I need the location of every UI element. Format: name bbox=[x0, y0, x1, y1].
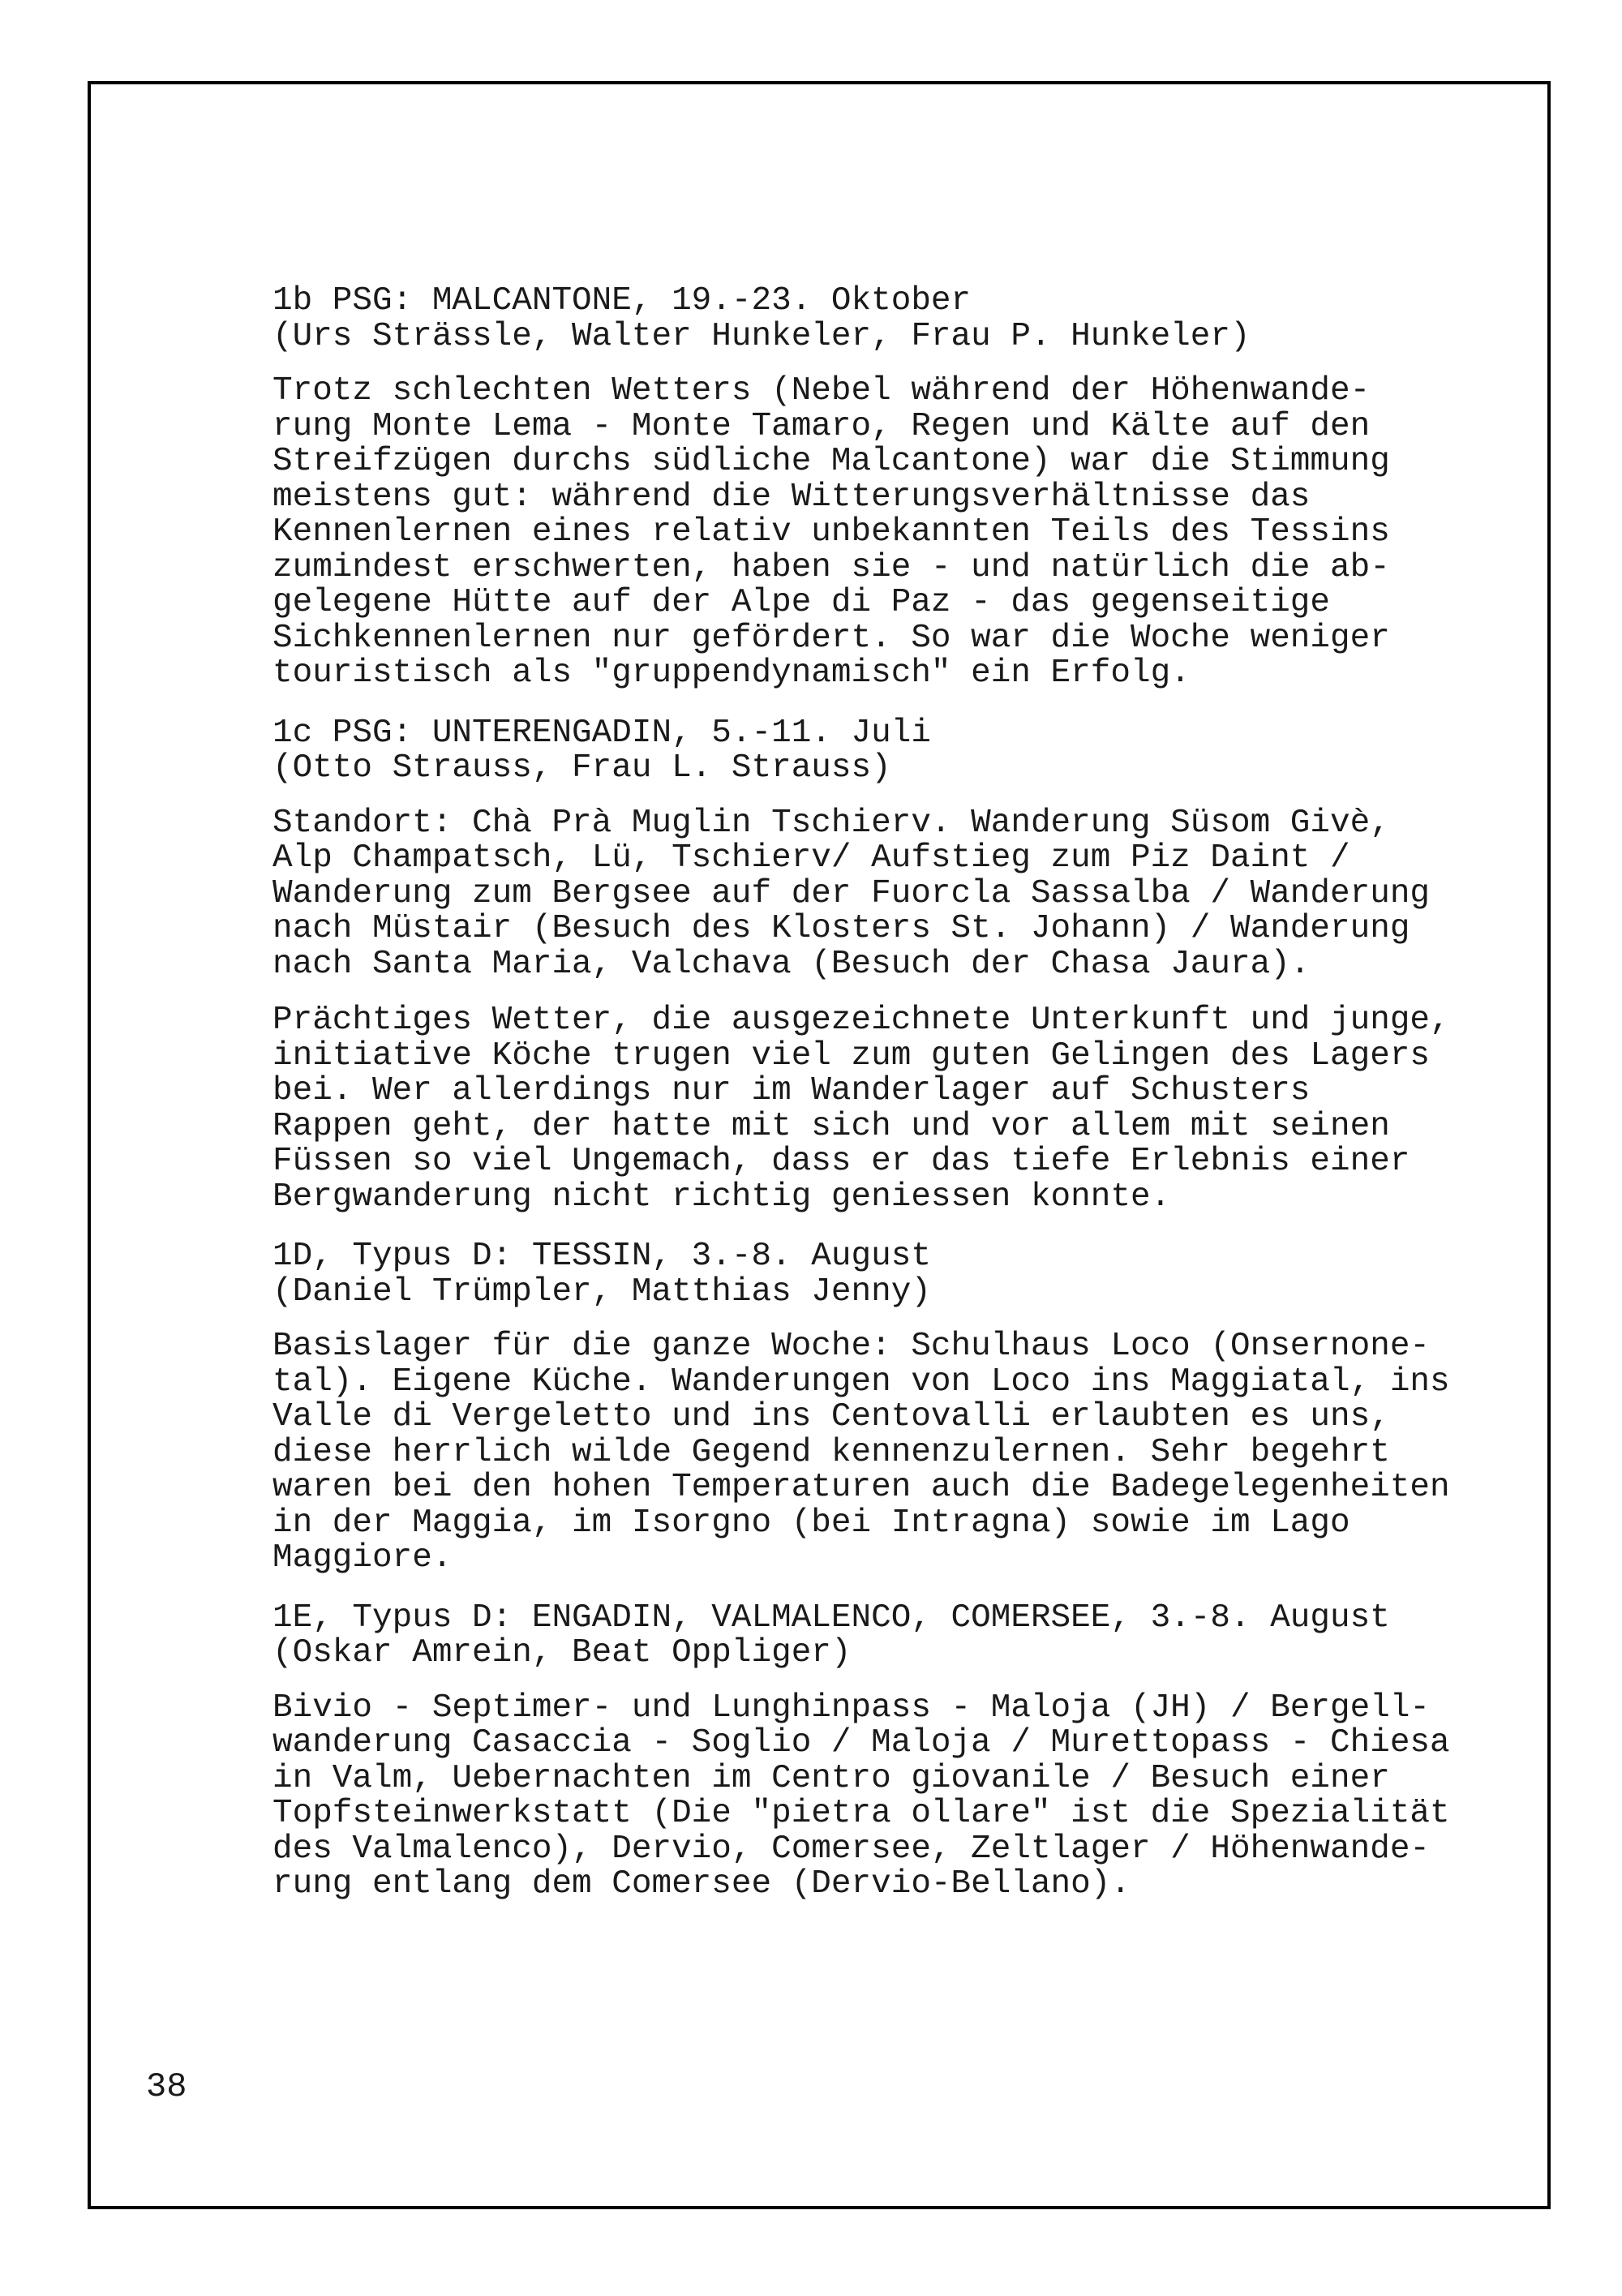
text-line: nach Müstair (Besuch des Klosters St. Johann) / Wanderung bbox=[272, 910, 1410, 947]
text-line: rung Monte Lema - Monte Tamaro, Regen und Kälte auf den bbox=[272, 407, 1371, 445]
section-heading: 1D, Typus D: TESSIN, 3.-8. August bbox=[272, 1238, 931, 1275]
text-line: gelegene Hütte auf der Alpe di Paz - das gegenseitige bbox=[272, 584, 1331, 621]
text-line: Maggiore. bbox=[272, 1539, 453, 1577]
section-paragraph bbox=[272, 1003, 1538, 1215]
text-line: diese herrlich wilde Gegend kennenzulernen. Sehr begehrt bbox=[272, 1433, 1390, 1471]
section-engadin-valmalenco bbox=[272, 1601, 1538, 1903]
text-line: Valle di Vergeletto und ins Centovalli erlaubten es uns, bbox=[272, 1398, 1390, 1436]
text-line: wanderung Casaccia - Soglio / Maloja / Murettopass - Chiesa bbox=[272, 1724, 1450, 1762]
text-line: Streifzügen durchs südliche Malcantone) war die Stimmung bbox=[272, 443, 1390, 480]
text-line: Rappen geht, der hatte mit sich und vor allem mit seinen bbox=[272, 1107, 1390, 1145]
report-body bbox=[272, 284, 1538, 1927]
text-line: in der Maggia, im Isorgno (bei Intragna) sowie im Lago bbox=[272, 1504, 1350, 1542]
text-line: rung entlang dem Comersee (Dervio-Bellano). bbox=[272, 1865, 1131, 1903]
section-heading: 1E, Typus D: ENGADIN, VALMALENCO, COMERSEE, 3.-8. August bbox=[272, 1599, 1390, 1637]
text-line: Kennenlernen eines relativ unbekannten Teils des Tessins bbox=[272, 513, 1390, 551]
section-leaders: (Otto Strauss, Frau L. Strauss) bbox=[272, 749, 891, 787]
text-line: Basislager für die ganze Woche: Schulhaus Loco (Onsernone- bbox=[272, 1328, 1431, 1365]
section-heading: 1b PSG: MALCANTONE, 19.-23. Oktober bbox=[272, 282, 972, 320]
section-leaders: (Urs Strässle, Walter Hunkeler, Frau P. Hunkeler) bbox=[272, 317, 1251, 355]
page-number: 38 bbox=[146, 2067, 187, 2106]
section-tessin bbox=[272, 1239, 1538, 1577]
section-unterengadin bbox=[272, 716, 1538, 1216]
section-paragraph bbox=[272, 1329, 1538, 1577]
section-paragraph bbox=[272, 1691, 1538, 1903]
text-line: Füssen so viel Ungemach, dass er das tiefe Erlebnis einer bbox=[272, 1143, 1410, 1180]
text-line: Sichkennenlernen nur gefördert. So war die Woche weniger bbox=[272, 619, 1390, 657]
section-leaders: (Oskar Amrein, Beat Oppliger) bbox=[272, 1634, 852, 1672]
text-line: Prächtiges Wetter, die ausgezeichnete Unterkunft und junge, bbox=[272, 1002, 1450, 1039]
text-line: Bivio - Septimer- und Lunghinpass - Maloja (JH) / Bergell- bbox=[272, 1689, 1431, 1727]
section-paragraph bbox=[272, 374, 1538, 692]
text-line: Topfsteinwerkstatt (Die "pietra ollare" ist die Spezialität bbox=[272, 1795, 1450, 1832]
section-paragraph bbox=[272, 806, 1538, 983]
text-line: Bergwanderung nicht richtig geniessen konnte. bbox=[272, 1178, 1171, 1216]
text-line: Trotz schlechten Wetters (Nebel während der Höhenwande- bbox=[272, 372, 1371, 410]
text-line: initiative Köche trugen viel zum guten Gelingen des Lagers bbox=[272, 1036, 1431, 1075]
text-line: zumindest erschwerten, haben sie - und natürlich die ab- bbox=[272, 548, 1390, 586]
text-line: Alp Champatsch, Lü, Tschierv/ Aufstieg zum Piz Daint / bbox=[272, 839, 1350, 877]
text-line: touristisch als "gruppendynamisch" ein Erfolg. bbox=[272, 654, 1191, 692]
section-malcantone bbox=[272, 284, 1538, 692]
section-leaders: (Daniel Trümpler, Matthias Jenny) bbox=[272, 1272, 931, 1311]
text-line: bei. Wer allerdings nur im Wanderlager auf Schusters bbox=[272, 1072, 1311, 1109]
text-line: meistens gut: während die Witterungsverhältnisse das bbox=[272, 478, 1311, 516]
text-line: tal). Eigene Küche. Wanderungen von Loco ins Maggiatal, ins bbox=[272, 1363, 1450, 1401]
text-line: nach Santa Maria, Valchava (Besuch der Chasa Jaura). bbox=[272, 945, 1311, 983]
text-line: des Valmalenco), Dervio, Comersee, Zeltlager / Höhenwande- bbox=[272, 1830, 1431, 1868]
text-line: Wanderung zum Bergsee auf der Fuorcla Sassalba / Wanderung bbox=[272, 874, 1431, 912]
section-heading: 1c PSG: UNTERENGADIN, 5.-11. Juli bbox=[272, 714, 931, 752]
text-line: Standort: Chà Prà Muglin Tschierv. Wanderung Süsom Givè, bbox=[272, 804, 1390, 842]
text-line: waren bei den hohen Temperaturen auch die Badegelegenheiten bbox=[272, 1469, 1450, 1506]
text-line: in Valm, Uebernachten im Centro giovanile / Besuch einer bbox=[272, 1759, 1390, 1797]
